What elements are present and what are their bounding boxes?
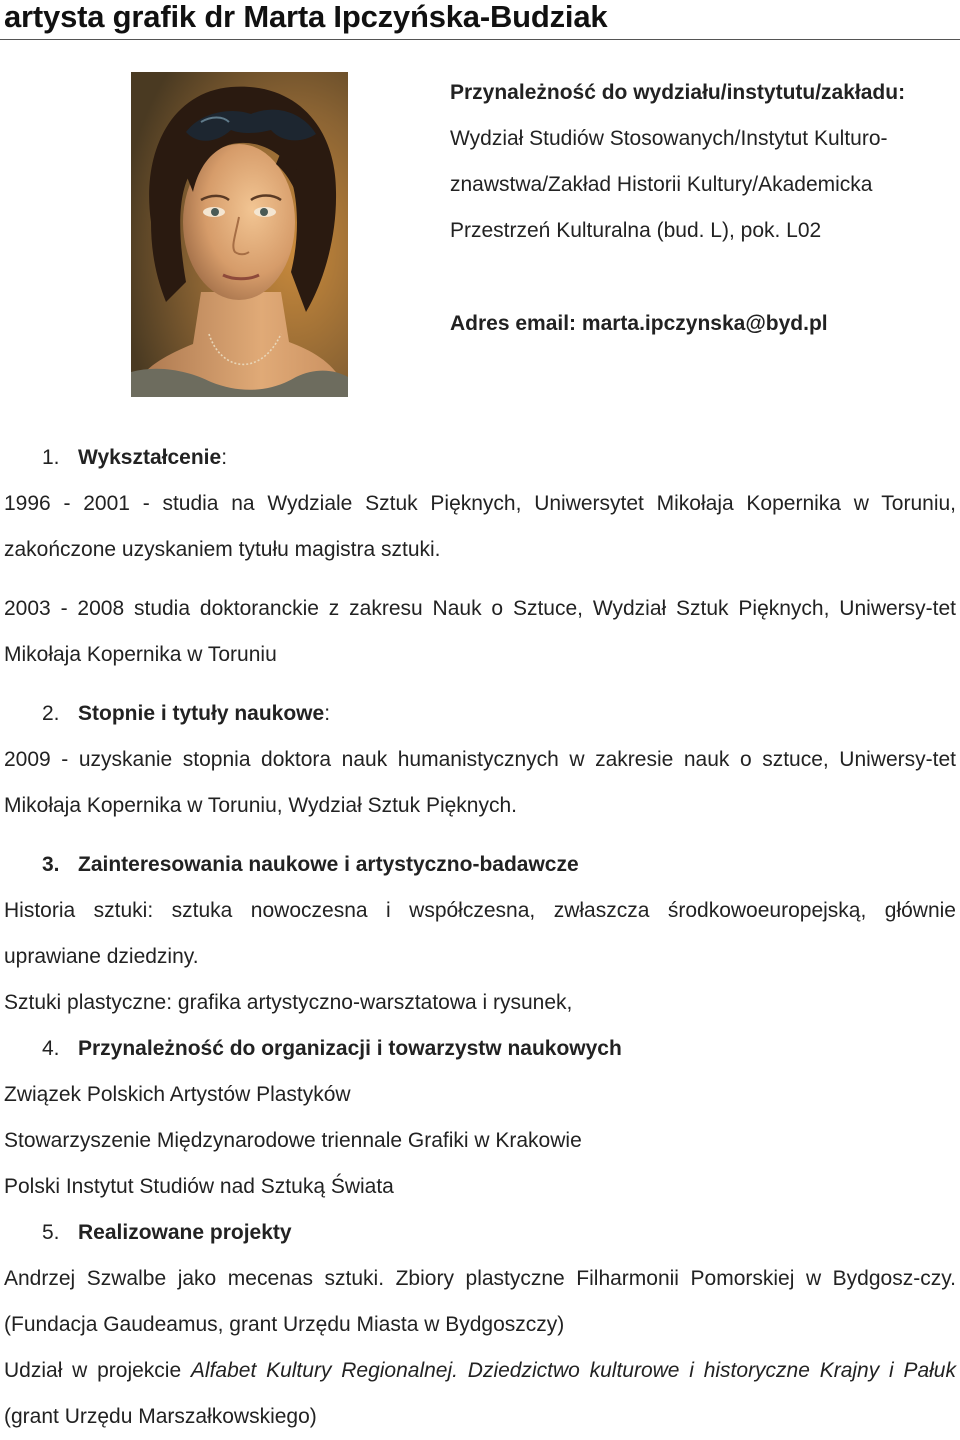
affiliation-line: Wydział Studiów Stosowanych/Instytut Kulturo-	[450, 127, 888, 150]
list-item: Polski Instytut Studiów nad Sztuką Świata	[4, 1175, 394, 1198]
list-item: Związek Polskich Artystów Plastyków	[4, 1083, 351, 1106]
email-row	[450, 301, 950, 347]
portrait-illustration	[131, 72, 348, 397]
section-heading-projects	[4, 1210, 956, 1256]
section-number: 4.	[42, 1037, 60, 1060]
section-heading-interests	[4, 842, 956, 888]
affiliation-label: Przynależność do wydziału/instytutu/zakładu:	[450, 81, 906, 104]
affiliation-line: znawstwa/Zakład Historii Kultury/Akademicka	[450, 173, 873, 196]
section-title: Wykształcenie	[78, 446, 222, 469]
contact-info	[450, 70, 950, 347]
project-title-italic: Alfabet Kultury Regionalnej.	[190, 1359, 458, 1382]
project-subtitle-italic: Dziedzictwo kulturowe i historyczne Krajny i Pałuk	[467, 1359, 956, 1382]
email-label: Adres email:	[450, 312, 577, 335]
section-number: 5.	[42, 1221, 60, 1244]
section-suffix: :	[221, 446, 228, 469]
paragraph: 1996 - 2001 - studia na Wydziale Sztuk Pięknych, Uniwersytet Mikołaja Kopernika w Toruniu, zakończone uzyskaniem tytułu magistra sztuki.	[4, 492, 956, 561]
paragraph-project	[4, 1348, 956, 1440]
email-address[interactable]: marta.ipczynska@byd.pl	[581, 312, 828, 335]
paragraph: Historia sztuki: sztuka nowoczesna i współczesna, zwłaszcza środkowoeuropejską, głównie uprawiane dziedziny.	[4, 899, 956, 968]
cv-content	[4, 435, 956, 1440]
section-heading-degrees	[4, 691, 956, 737]
affiliation-line: Przestrzeń Kulturalna (bud. L), pok. L02	[450, 219, 822, 242]
text-run: (grant Urzędu Marszałkowskiego)	[4, 1405, 317, 1428]
section-number: 1.	[42, 446, 60, 469]
text-run: Udział w projekcie	[4, 1359, 191, 1382]
title-underline	[0, 39, 960, 40]
portrait-photo	[131, 72, 348, 397]
paragraph: 2003 - 2008 studia doktoranckie z zakresu Nauk o Sztuce, Wydział Sztuk Pięknych, Uniwersy-tet Mikołaja Kopernika w Toruniu	[4, 597, 956, 666]
section-title: Przynależność do organizacji i towarzystw naukowych	[78, 1037, 622, 1060]
list-item: Stowarzyszenie Międzynarodowe triennale Grafiki w Krakowie	[4, 1129, 582, 1152]
paragraph: Andrzej Szwalbe jako mecenas sztuki. Zbiory plastyczne Filharmonii Pomorskiej w Bydgosz-czy. (Fundacja Gaudeamus, grant Urzędu Miasta w Bydgoszczy)	[4, 1267, 956, 1336]
text-run	[458, 1359, 468, 1382]
section-title: Realizowane projekty	[78, 1221, 292, 1244]
section-title: Zainteresowania naukowe i artystyczno-badawcze	[78, 853, 579, 876]
section-number: 2.	[42, 702, 60, 725]
section-suffix: :	[324, 702, 331, 725]
paragraph: Sztuki plastyczne: grafika artystyczno-warsztatowa i rysunek,	[4, 991, 573, 1014]
section-heading-organizations	[4, 1026, 956, 1072]
section-heading-education	[4, 435, 956, 481]
section-number: 3.	[42, 853, 60, 876]
section-title: Stopnie i tytuły naukowe	[78, 702, 325, 725]
paragraph: 2009 - uzyskanie stopnia doktora nauk humanistycznych w zakresie nauk o sztuce, Uniwersy-tet Mikołaja Kopernika w Toruniu, Wydział Sztuk Pięknych.	[4, 748, 956, 817]
page-title: artysta grafik dr Marta Ipczyńska-Budziak	[4, 0, 608, 34]
